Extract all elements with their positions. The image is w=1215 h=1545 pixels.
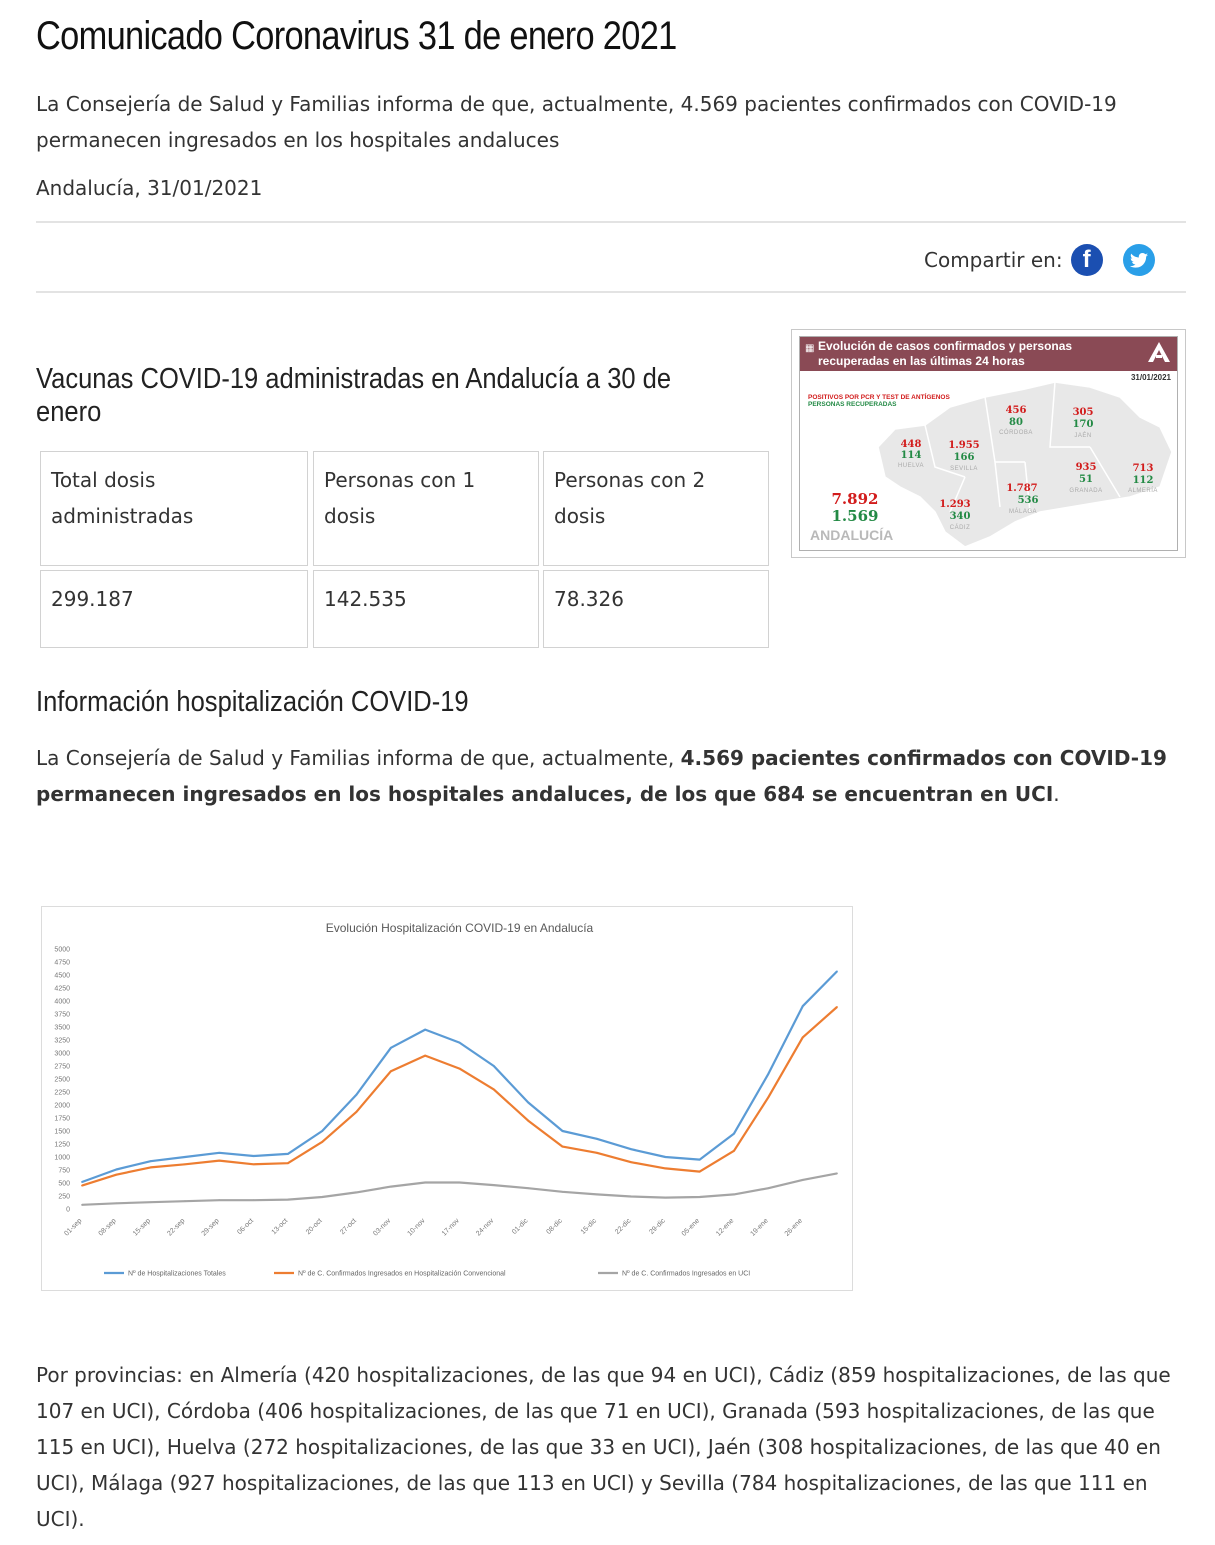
data-point xyxy=(493,1089,495,1091)
data-point xyxy=(699,1159,701,1161)
x-tick-label: 10-nov xyxy=(406,1217,427,1238)
x-tick-label: 24-nov xyxy=(475,1217,496,1238)
x-tick-label: 29-dic xyxy=(648,1217,667,1236)
provinces-text: Por provincias: en Almería (420 hospitalizaciones, de las que 94 en UCI), Cádiz (859 hospitalizaciones, de las que 107 en UCI), Córdoba (406 hospitalizaciones, de las que 71 en UCI), Granada (593 hospitalizaciones, de las que 115 en UCI), Huelva (272 hospitalizaciones, de las que 33 en UCI), Jaén (308 hospitalizaciones, de las que 40 en UCI), Málaga (927 hospitalizaciones, de las que 113 en UCI) y Sevilla (784 hospitalizaciones, de las que 111 en UCI). xyxy=(36,1363,1171,1531)
x-tick-label: 13-oct xyxy=(270,1217,290,1237)
x-tick-label: 27-oct xyxy=(339,1217,358,1237)
data-point xyxy=(802,1037,804,1039)
table-header-cell: Total dosis administradas xyxy=(40,451,308,566)
y-tick-label: 1500 xyxy=(54,1128,70,1136)
series-line-3 xyxy=(82,1173,837,1204)
data-point xyxy=(733,1150,735,1152)
granada-positive: 935 xyxy=(1075,462,1097,473)
x-tick-label: 29-sep xyxy=(200,1217,221,1238)
andalucia-label: ANDALUCÍA xyxy=(810,527,894,543)
jaen-label: JAÉN xyxy=(1074,433,1092,439)
sevilla-positive: 1.955 xyxy=(948,440,980,451)
twitter-icon[interactable] xyxy=(1123,244,1155,276)
y-tick-label: 2000 xyxy=(54,1102,70,1110)
malaga-label: MÁLAGA xyxy=(1008,509,1037,515)
y-tick-label: 0 xyxy=(66,1206,70,1214)
granada-label: GRANADA xyxy=(1069,488,1103,494)
jaen-positive: 305 xyxy=(1072,407,1094,418)
y-tick-label: 2250 xyxy=(54,1089,70,1097)
data-point xyxy=(390,1186,392,1188)
data-point xyxy=(287,1199,289,1201)
data-point xyxy=(493,1065,495,1067)
data-point xyxy=(767,1073,769,1075)
y-tick-label: 3750 xyxy=(54,1011,70,1019)
data-point xyxy=(596,1152,598,1154)
data-point xyxy=(459,1042,461,1044)
data-point xyxy=(527,1187,529,1189)
data-point xyxy=(424,1055,426,1057)
data-point xyxy=(596,1138,598,1140)
data-point xyxy=(81,1181,83,1183)
y-tick-label: 500 xyxy=(58,1180,70,1188)
table-cell: 299.187 xyxy=(40,570,308,648)
chart-title: Evolución Hospitalización COVID-19 en Andalucía xyxy=(325,921,594,935)
data-point xyxy=(356,1094,358,1096)
share-bar xyxy=(924,244,1155,276)
hospital-highlight: 4.569 pacientes confirmados con COVID-19 permanecen ingresados en los hospitales andaluces, de los que 684 se encuentran en UCI xyxy=(36,746,1167,806)
data-point xyxy=(184,1163,186,1165)
data-point xyxy=(321,1141,323,1143)
data-point xyxy=(184,1156,186,1158)
infographic-title: Evolución de casos confirmados y personas recuperadas en las últimas 24 horas xyxy=(818,339,1073,368)
series-line-2 xyxy=(82,1007,837,1186)
cordoba-recovered: 80 xyxy=(1009,417,1023,428)
x-tick-label: 08-dic xyxy=(545,1217,564,1236)
data-point xyxy=(424,1182,426,1184)
data-point xyxy=(802,1179,804,1181)
x-tick-label: 08-sep xyxy=(97,1217,118,1238)
data-point xyxy=(733,1133,735,1135)
andalucia-recovered: 1.569 xyxy=(831,507,879,525)
legend-label: Nº de Hospitalizaciones Totales xyxy=(128,1270,226,1278)
table-header-cell: Personas con 1 dosis xyxy=(313,451,539,566)
x-tick-label: 15-dic xyxy=(579,1217,599,1236)
almeria-label: ALMERÍA xyxy=(1128,488,1158,494)
data-point xyxy=(115,1174,117,1176)
data-point xyxy=(356,1191,358,1193)
legend-label: Nº de C. Confirmados Ingresados en UCI xyxy=(622,1270,751,1278)
jaen-recovered: 170 xyxy=(1072,419,1094,430)
legend-label: Nº de C. Confirmados Ingresados en Hospitalización Convencional xyxy=(298,1270,506,1278)
table-cell: 78.326 xyxy=(543,570,769,648)
cadiz-recovered: 340 xyxy=(949,511,971,522)
x-tick-label: 12-ene xyxy=(715,1217,736,1238)
y-tick-label: 1750 xyxy=(54,1115,70,1123)
data-point xyxy=(115,1169,117,1171)
granada-recovered: 51 xyxy=(1079,474,1093,485)
x-tick-label: 22-dic xyxy=(614,1217,633,1236)
data-point xyxy=(287,1153,289,1155)
x-tick-label: 06-oct xyxy=(236,1217,256,1237)
data-point xyxy=(665,1168,667,1170)
y-tick-label: 3000 xyxy=(54,1050,70,1058)
x-tick-label: 17-nov xyxy=(440,1217,461,1238)
data-point xyxy=(218,1160,220,1162)
sevilla-recovered: 166 xyxy=(953,452,975,463)
malaga-positive: 1.787 xyxy=(1006,483,1038,494)
huelva-label: HUELVA xyxy=(897,463,925,469)
almeria-recovered: 112 xyxy=(1132,475,1154,486)
data-point xyxy=(115,1202,117,1204)
hospital-text xyxy=(36,740,1186,812)
table-cell: 142.535 xyxy=(313,570,539,648)
data-point xyxy=(253,1155,255,1157)
x-tick-label: 03-nov xyxy=(372,1217,393,1238)
data-point xyxy=(562,1130,564,1132)
cordoba-label: CÓRDOBA xyxy=(999,430,1033,436)
data-point xyxy=(218,1152,220,1154)
almeria-positive: 713 xyxy=(1132,463,1154,474)
x-tick-label: 20-oct xyxy=(304,1217,324,1237)
divider xyxy=(36,291,1186,293)
data-point xyxy=(836,971,838,973)
y-tick-label: 4250 xyxy=(54,985,70,993)
hospitalization-chart xyxy=(41,906,853,1291)
legend-positive: POSITIVOS POR PCR Y TEST DE ANTÍGENOS xyxy=(808,394,950,401)
page-title: Comunicado Coronavirus 31 de enero 2021 xyxy=(36,14,677,58)
data-point xyxy=(767,1096,769,1098)
sevilla-label: SEVILLA xyxy=(950,466,978,472)
data-point xyxy=(767,1187,769,1189)
malaga-recovered: 536 xyxy=(1017,495,1039,506)
data-point xyxy=(459,1182,461,1184)
facebook-icon[interactable]: f xyxy=(1071,244,1103,276)
data-point xyxy=(562,1146,564,1148)
data-point xyxy=(218,1199,220,1201)
data-point xyxy=(527,1102,529,1104)
cases-infographic[interactable] xyxy=(791,329,1186,558)
data-point xyxy=(493,1184,495,1186)
table-header-cell: Personas con 2 dosis xyxy=(543,451,769,566)
data-point xyxy=(321,1196,323,1198)
huelva-positive: 448 xyxy=(900,439,922,450)
y-tick-label: 5000 xyxy=(54,946,70,954)
y-tick-label: 250 xyxy=(58,1193,70,1201)
y-tick-label: 3500 xyxy=(54,1024,70,1032)
data-point xyxy=(390,1047,392,1049)
data-point xyxy=(150,1160,152,1162)
data-point xyxy=(81,1185,83,1187)
data-point xyxy=(836,1173,838,1175)
summary-text: La Consejería de Salud y Familias informa de que, actualmente, 4.569 pacientes confirmados con COVID-19 permanecen ingresados en los hospitales andaluces xyxy=(36,92,1117,152)
x-tick-label: 15-sep xyxy=(131,1217,153,1238)
data-point xyxy=(321,1130,323,1132)
data-point xyxy=(527,1120,529,1122)
data-point xyxy=(836,1006,838,1008)
cordoba-positive: 456 xyxy=(1005,405,1027,416)
data-point xyxy=(459,1068,461,1070)
data-point xyxy=(81,1204,83,1206)
x-tick-label: 26-ene xyxy=(783,1217,805,1238)
infographic-date: 31/01/2021 xyxy=(1130,373,1171,382)
hospital-intro: La Consejería de Salud y Familias informa de que, actualmente, xyxy=(36,746,681,770)
data-point xyxy=(390,1070,392,1072)
data-point xyxy=(356,1111,358,1113)
y-tick-label: 3250 xyxy=(54,1037,70,1045)
y-tick-label: 4000 xyxy=(54,998,70,1006)
data-point xyxy=(184,1200,186,1202)
hospital-end: . xyxy=(1053,782,1060,806)
data-point xyxy=(562,1191,564,1193)
y-tick-label: 4500 xyxy=(54,972,70,980)
y-tick-label: 2500 xyxy=(54,1076,70,1084)
y-tick-label: 1250 xyxy=(54,1141,70,1149)
data-point xyxy=(253,1199,255,1201)
y-tick-label: 4750 xyxy=(54,959,70,967)
x-tick-label: 22-sep xyxy=(166,1217,187,1238)
data-point xyxy=(150,1201,152,1203)
y-tick-label: 2750 xyxy=(54,1063,70,1071)
data-point xyxy=(699,1171,701,1173)
grid-icon: ▦ xyxy=(805,343,815,354)
data-point xyxy=(150,1167,152,1169)
x-tick-label: 01-sep xyxy=(63,1217,84,1238)
x-tick-label: 19-ene xyxy=(749,1217,770,1238)
data-point xyxy=(802,1005,804,1007)
y-tick-label: 750 xyxy=(58,1167,70,1175)
vaccines-title: Vacunas COVID-19 administradas en Andalucía a 30 de enero xyxy=(36,363,672,428)
y-tick-label: 1000 xyxy=(54,1154,70,1162)
cadiz-positive: 1.293 xyxy=(939,499,971,510)
data-point xyxy=(665,1197,667,1199)
data-point xyxy=(699,1196,701,1198)
data-point xyxy=(665,1156,667,1158)
legend-recovered: PERSONAS RECUPERADAS xyxy=(808,401,897,408)
data-point xyxy=(424,1029,426,1031)
hospital-title: Información hospitalización COVID-19 xyxy=(36,686,469,718)
data-point xyxy=(630,1161,632,1163)
data-point xyxy=(630,1196,632,1198)
divider xyxy=(36,221,1186,223)
cadiz-label: CÁDIZ xyxy=(949,525,971,531)
dateline: Andalucía, 31/01/2021 xyxy=(36,176,263,200)
data-point xyxy=(733,1194,735,1196)
series-line-1 xyxy=(82,971,837,1182)
share-label: Compartir en: xyxy=(924,248,1063,272)
x-tick-label: 01-dic xyxy=(511,1217,530,1236)
data-point xyxy=(287,1162,289,1164)
data-point xyxy=(630,1148,632,1150)
andalucia-positive: 7.892 xyxy=(831,490,879,508)
data-point xyxy=(253,1163,255,1165)
huelva-recovered: 114 xyxy=(900,450,922,461)
x-tick-label: 05-ene xyxy=(680,1217,702,1238)
data-point xyxy=(596,1194,598,1196)
